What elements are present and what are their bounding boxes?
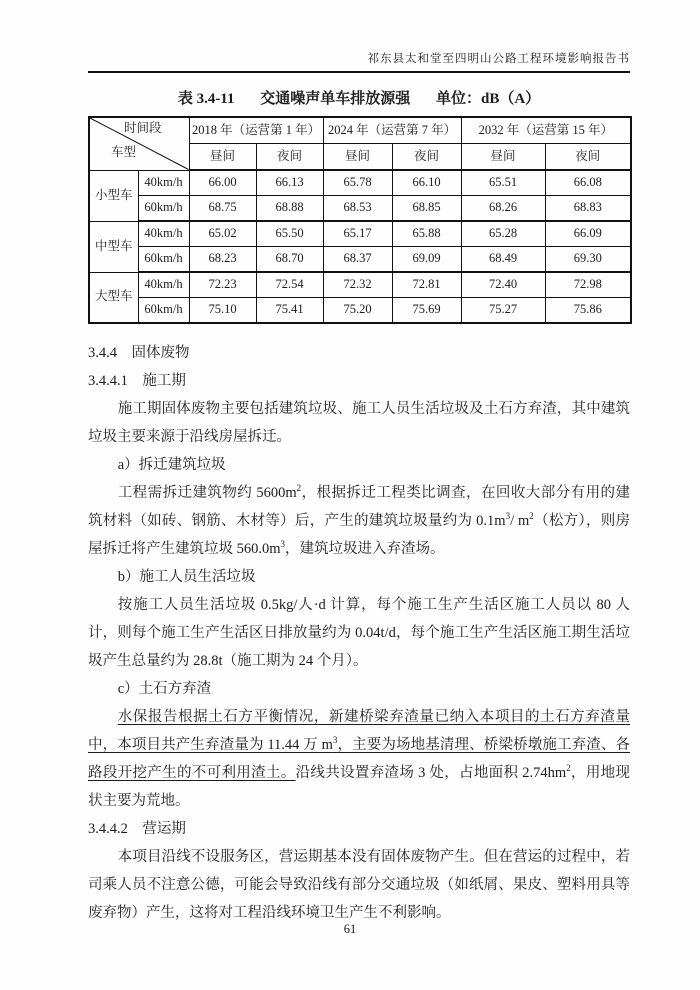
year-header-2032: 2032 年（运营第 15 年） bbox=[461, 117, 631, 144]
period-header: 夜间 bbox=[256, 144, 323, 171]
period-header: 夜间 bbox=[392, 144, 461, 171]
value-cell: 66.09 bbox=[545, 221, 631, 247]
section-heading-3-4-4-2: 3.4.4.2 营运期 bbox=[88, 821, 186, 837]
value-cell: 68.75 bbox=[189, 196, 256, 222]
value-cell: 75.41 bbox=[256, 298, 323, 324]
value-cell: 65.51 bbox=[461, 170, 545, 196]
value-cell: 68.26 bbox=[461, 196, 545, 222]
table-unit: 单位：dB（A） bbox=[436, 91, 541, 107]
value-cell: 72.98 bbox=[545, 272, 631, 298]
page-content bbox=[88, 50, 630, 927]
paragraph-domestic-waste: 按施工人员生活垃圾 0.5kg/人·d 计算，每个施工生产生活区施工人员以 80 人计，则每个施工生产生活区日排放量约为 0.04t/d，每个施工生产生活区施工期生活垃圾产生总量约为 28.8t（施工期为 24 个月）。 bbox=[88, 597, 630, 669]
speed-cell: 40km/h bbox=[138, 221, 189, 247]
report-title: 祁东县太和堂至四明山公路工程环境影响报告书 bbox=[367, 53, 630, 65]
superscript: 3 bbox=[505, 511, 511, 522]
superscript: 3 bbox=[280, 539, 286, 550]
period-header: 昼间 bbox=[323, 144, 392, 171]
value-cell: 66.00 bbox=[189, 170, 256, 196]
value-cell: 68.49 bbox=[461, 247, 545, 273]
table-header-row-years bbox=[89, 117, 631, 144]
value-cell: 65.02 bbox=[189, 221, 256, 247]
value-cell: 72.81 bbox=[392, 272, 461, 298]
value-cell: 68.88 bbox=[256, 196, 323, 222]
superscript: 2 bbox=[529, 511, 534, 522]
paragraph-operation-period: 本项目沿线不设服务区，营运期基本没有固体废物产生。但在营运的过程中，若司乘人员不注意公德，可能会导致沿线有部分交通垃圾（如纸屑、果皮、塑料用具等废弃物）产生，这将对工程沿线环境卫生产生不利影响。 bbox=[88, 849, 630, 921]
speed-cell: 60km/h bbox=[138, 298, 189, 324]
period-header: 昼间 bbox=[461, 144, 545, 171]
value-cell: 75.20 bbox=[323, 298, 392, 324]
year-header-2024: 2024 年（运营第 7 年） bbox=[323, 117, 461, 144]
paragraph-demolition-waste: 工程需拆迁建筑物约 $5600m^2$，根据拆迁工程类比调查，在回收大部分有用的建筑材料（如砖、钢筋、木材等）后，产生的建筑垃圾量约为 $0.1m^3/$ $m^2$（松方），则房屋拆迁将产生建筑垃圾 $560.0m^3$，建筑垃圾进入弃渣场。 bbox=[88, 483, 631, 557]
item-heading-a: a）拆迁建筑垃圾 bbox=[117, 457, 226, 473]
period-header: 夜间 bbox=[545, 144, 631, 171]
running-header bbox=[88, 50, 630, 73]
value-cell: 75.69 bbox=[392, 298, 461, 324]
table-corner-cell bbox=[89, 117, 189, 170]
value-cell: 68.37 bbox=[323, 247, 392, 273]
value-cell: 66.10 bbox=[392, 170, 461, 196]
value-cell: 65.50 bbox=[256, 221, 323, 247]
vehicle-cell: 小型车 bbox=[89, 170, 138, 221]
table-row bbox=[89, 170, 631, 196]
section-heading-3-4-4-1: 3.4.4.1 施工期 bbox=[88, 373, 186, 389]
table-number: 表 3.4-11 bbox=[177, 91, 235, 107]
speed-cell: 40km/h bbox=[138, 170, 189, 196]
table-row bbox=[89, 298, 631, 324]
value-cell: 75.27 bbox=[461, 298, 545, 324]
vehicle-cell: 大型车 bbox=[89, 272, 138, 323]
table-row bbox=[89, 272, 631, 298]
corner-vehicle-label: 车型 bbox=[111, 145, 137, 159]
table-row bbox=[89, 221, 631, 247]
corner-time-label: 时间段 bbox=[124, 121, 162, 135]
table-caption bbox=[88, 87, 630, 108]
value-cell: 68.70 bbox=[256, 247, 323, 273]
value-cell: 68.85 bbox=[392, 196, 461, 222]
paragraph-spoil: 水保报告根据土石方平衡情况，新建桥梁弃渣量已纳入本项目的土石方弃渣量中，本项目共产生弃渣量为 11.44 万 $m^3$，主要为场地基清理、桥梁桥墩施工弃渣、各路段开挖产生的不可利用渣土。沿线共设置弃渣场 3 处，占地面积 $2.74hm^2$，用地现状主要为荒地。 bbox=[88, 709, 631, 809]
superscript: 2 bbox=[296, 483, 302, 494]
value-cell: 72.32 bbox=[323, 272, 392, 298]
value-cell: 68.83 bbox=[545, 196, 631, 222]
value-cell: 65.78 bbox=[323, 170, 392, 196]
superscript: 3 bbox=[332, 735, 338, 746]
value-cell: 72.54 bbox=[256, 272, 323, 298]
value-cell: 75.86 bbox=[545, 298, 631, 324]
vehicle-cell: 中型车 bbox=[89, 221, 138, 272]
value-cell: 72.40 bbox=[461, 272, 545, 298]
underlined-passage: 水保报告根据土石方平衡情况，新建桥梁弃渣量已纳入本项目的土石方弃渣量中，本项目共产生弃渣量为 11.44 万 $m^3$，主要为场地基清理、桥梁桥墩施工弃渣、各路段开挖产生的不可利用渣土。 bbox=[88, 709, 630, 781]
value-cell: 68.53 bbox=[323, 196, 392, 222]
value-cell: 65.17 bbox=[323, 221, 392, 247]
item-heading-b: b）施工人员生活垃圾 bbox=[117, 569, 256, 585]
item-heading-c: c）土石方弃渣 bbox=[117, 681, 212, 697]
speed-cell: 60km/h bbox=[138, 196, 189, 222]
speed-cell: 60km/h bbox=[138, 247, 189, 273]
value-cell: 65.28 bbox=[461, 221, 545, 247]
paragraph-construction-overview: 施工期固体废物主要包括建筑垃圾、施工人员生活垃圾及土石方弃渣，其中建筑垃圾主要来源于沿线房屋拆迁。 bbox=[88, 401, 630, 445]
value-cell: 66.13 bbox=[256, 170, 323, 196]
page-number: 61 bbox=[343, 922, 357, 936]
period-header: 昼间 bbox=[189, 144, 256, 171]
value-cell: 65.88 bbox=[392, 221, 461, 247]
body-text bbox=[88, 339, 630, 927]
table-row bbox=[89, 196, 631, 222]
table-row bbox=[89, 247, 631, 273]
superscript: 2 bbox=[566, 763, 571, 774]
value-cell: 69.09 bbox=[392, 247, 461, 273]
value-cell: 72.23 bbox=[189, 272, 256, 298]
speed-cell: 40km/h bbox=[138, 272, 189, 298]
noise-source-table bbox=[88, 116, 632, 324]
value-cell: 75.10 bbox=[189, 298, 256, 324]
value-cell: 69.30 bbox=[545, 247, 631, 273]
value-cell: 66.08 bbox=[545, 170, 631, 196]
value-cell: 68.23 bbox=[189, 247, 256, 273]
year-header-2018: 2018 年（运营第 1 年） bbox=[189, 117, 323, 144]
section-heading-3-4-4: 3.4.4 固体废物 bbox=[88, 345, 190, 361]
table-caption-text: 交通噪声单车排放源强 bbox=[260, 91, 411, 107]
